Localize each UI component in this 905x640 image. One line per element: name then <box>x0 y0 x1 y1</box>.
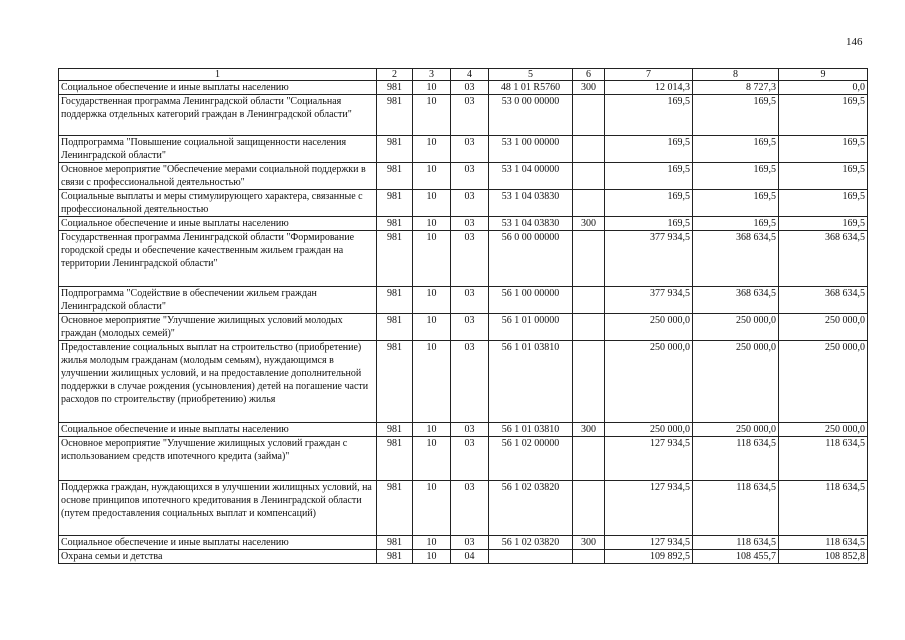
row-col-5: 56 1 01 03810 <box>489 341 573 423</box>
row-col-9: 169,5 <box>779 95 868 136</box>
row-name: Подпрограмма "Содействие в обеспечении жильем граждан Ленинградской области" <box>59 287 377 314</box>
row-col-2: 981 <box>377 437 413 481</box>
row-col-3: 10 <box>413 314 451 341</box>
row-col-4: 03 <box>451 314 489 341</box>
row-col-3: 10 <box>413 231 451 287</box>
row-col-9: 169,5 <box>779 217 868 231</box>
row-col-6 <box>573 95 605 136</box>
row-col-6: 300 <box>573 536 605 550</box>
row-col-3: 10 <box>413 550 451 564</box>
row-col-3: 10 <box>413 437 451 481</box>
row-col-3: 10 <box>413 341 451 423</box>
table-row <box>59 341 868 423</box>
row-col-3: 10 <box>413 287 451 314</box>
row-col-9: 250 000,0 <box>779 314 868 341</box>
row-col-7: 377 934,5 <box>605 287 693 314</box>
row-col-7: 127 934,5 <box>605 481 693 536</box>
row-col-8: 8 727,3 <box>693 81 779 95</box>
row-col-7: 250 000,0 <box>605 314 693 341</box>
table-row <box>59 423 868 437</box>
table-row <box>59 163 868 190</box>
row-col-4: 03 <box>451 217 489 231</box>
row-col-3: 10 <box>413 190 451 217</box>
table-row <box>59 81 868 95</box>
row-col-8: 169,5 <box>693 136 779 163</box>
row-col-6 <box>573 314 605 341</box>
row-col-3: 10 <box>413 217 451 231</box>
row-col-7: 127 934,5 <box>605 536 693 550</box>
table-row <box>59 536 868 550</box>
row-col-7: 169,5 <box>605 95 693 136</box>
row-col-4: 03 <box>451 81 489 95</box>
row-col-8: 169,5 <box>693 95 779 136</box>
row-name: Основное мероприятие "Обеспечение мерами социальной поддержки в связи с профессиональной деятельностью" <box>59 163 377 190</box>
row-col-2: 981 <box>377 287 413 314</box>
row-col-2: 981 <box>377 81 413 95</box>
row-col-7: 12 014,3 <box>605 81 693 95</box>
row-col-9: 169,5 <box>779 163 868 190</box>
row-name: Государственная программа Ленинградской области "Социальная поддержка отдельных категорий граждан в Ленинградской области" <box>59 95 377 136</box>
row-col-9: 118 634,5 <box>779 481 868 536</box>
row-col-7: 377 934,5 <box>605 231 693 287</box>
row-col-5: 53 1 04 03830 <box>489 190 573 217</box>
row-col-7: 250 000,0 <box>605 423 693 437</box>
row-col-4: 03 <box>451 423 489 437</box>
row-col-6 <box>573 437 605 481</box>
row-col-7: 169,5 <box>605 190 693 217</box>
row-col-3: 10 <box>413 536 451 550</box>
table-row <box>59 550 868 564</box>
row-col-3: 10 <box>413 423 451 437</box>
row-col-2: 981 <box>377 423 413 437</box>
row-col-7: 250 000,0 <box>605 341 693 423</box>
row-col-5: 53 1 04 00000 <box>489 163 573 190</box>
row-col-8: 169,5 <box>693 163 779 190</box>
row-name: Социальное обеспечение и иные выплаты населению <box>59 536 377 550</box>
row-col-8: 108 455,7 <box>693 550 779 564</box>
budget-table <box>58 68 868 564</box>
row-col-8: 118 634,5 <box>693 536 779 550</box>
row-col-4: 03 <box>451 136 489 163</box>
row-col-9: 368 634,5 <box>779 287 868 314</box>
row-name: Основное мероприятие "Улучшение жилищных условий граждан с использованием средств ипотечного кредита (займа)" <box>59 437 377 481</box>
row-col-7: 169,5 <box>605 163 693 190</box>
row-col-4: 03 <box>451 437 489 481</box>
row-col-4: 03 <box>451 231 489 287</box>
row-col-3: 10 <box>413 136 451 163</box>
row-col-2: 981 <box>377 163 413 190</box>
row-col-4: 03 <box>451 287 489 314</box>
table-row <box>59 231 868 287</box>
row-col-3: 10 <box>413 81 451 95</box>
row-col-9: 108 852,8 <box>779 550 868 564</box>
row-col-5: 56 1 00 00000 <box>489 287 573 314</box>
row-col-8: 368 634,5 <box>693 231 779 287</box>
row-col-3: 10 <box>413 163 451 190</box>
row-col-4: 04 <box>451 550 489 564</box>
row-col-8: 250 000,0 <box>693 423 779 437</box>
row-col-6 <box>573 136 605 163</box>
row-name: Социальное обеспечение и иные выплаты населению <box>59 217 377 231</box>
row-col-4: 03 <box>451 536 489 550</box>
table-row <box>59 481 868 536</box>
page-number: 146 <box>846 36 863 48</box>
row-col-6: 300 <box>573 217 605 231</box>
row-col-5: 56 1 01 00000 <box>489 314 573 341</box>
row-col-4: 03 <box>451 481 489 536</box>
row-col-8: 250 000,0 <box>693 341 779 423</box>
row-col-6 <box>573 481 605 536</box>
row-col-4: 03 <box>451 341 489 423</box>
row-col-9: 169,5 <box>779 190 868 217</box>
row-col-2: 981 <box>377 95 413 136</box>
row-col-9: 169,5 <box>779 136 868 163</box>
row-name: Социальное обеспечение и иные выплаты населению <box>59 81 377 95</box>
row-col-6 <box>573 550 605 564</box>
row-col-2: 981 <box>377 217 413 231</box>
row-col-5: 56 1 01 03810 <box>489 423 573 437</box>
row-col-9: 118 634,5 <box>779 437 868 481</box>
row-col-2: 981 <box>377 550 413 564</box>
row-col-5: 56 1 02 03820 <box>489 481 573 536</box>
row-col-4: 03 <box>451 163 489 190</box>
row-col-8: 169,5 <box>693 190 779 217</box>
header-col-1: 1 <box>59 69 377 81</box>
row-col-2: 981 <box>377 314 413 341</box>
table-row <box>59 136 868 163</box>
header-col-3: 3 <box>413 69 451 81</box>
row-col-2: 981 <box>377 231 413 287</box>
header-col-2: 2 <box>377 69 413 81</box>
row-col-9: 250 000,0 <box>779 341 868 423</box>
row-col-8: 368 634,5 <box>693 287 779 314</box>
row-col-5: 48 1 01 R5760 <box>489 81 573 95</box>
header-col-5: 5 <box>489 69 573 81</box>
row-col-6 <box>573 190 605 217</box>
row-col-7: 169,5 <box>605 217 693 231</box>
row-col-3: 10 <box>413 95 451 136</box>
header-col-8: 8 <box>693 69 779 81</box>
table-row <box>59 217 868 231</box>
header-col-7: 7 <box>605 69 693 81</box>
row-col-7: 109 892,5 <box>605 550 693 564</box>
row-name: Охрана семьи и детства <box>59 550 377 564</box>
table-row <box>59 287 868 314</box>
row-col-9: 368 634,5 <box>779 231 868 287</box>
row-col-5: 53 1 00 00000 <box>489 136 573 163</box>
table-row <box>59 95 868 136</box>
row-col-2: 981 <box>377 481 413 536</box>
table-row <box>59 314 868 341</box>
row-col-4: 03 <box>451 95 489 136</box>
row-col-4: 03 <box>451 190 489 217</box>
row-name: Предоставление социальных выплат на строительство (приобретение) жилья молодым гражданам (молодым семьям), нуждающимся в улучшении жилищных условий, и на предоставление дополнительной поддержки в случае рождения (усыновления) детей на погашение части расходов по строительству (приобретению) жилья <box>59 341 377 423</box>
row-col-9: 250 000,0 <box>779 423 868 437</box>
row-col-9: 118 634,5 <box>779 536 868 550</box>
row-col-5: 53 1 04 03830 <box>489 217 573 231</box>
row-col-3: 10 <box>413 481 451 536</box>
row-name: Социальные выплаты и меры стимулирующего характера, связанные с профессиональной деятельностью <box>59 190 377 217</box>
row-col-8: 250 000,0 <box>693 314 779 341</box>
row-col-9: 0,0 <box>779 81 868 95</box>
row-col-8: 118 634,5 <box>693 437 779 481</box>
row-name: Подпрограмма "Повышение социальной защищенности населения Ленинградской области" <box>59 136 377 163</box>
row-name: Государственная программа Ленинградской области "Формирование городской среды и обеспечение качественным жильем граждан на территории Ленинградской области" <box>59 231 377 287</box>
header-col-4: 4 <box>451 69 489 81</box>
row-col-5: 56 1 02 00000 <box>489 437 573 481</box>
row-col-7: 169,5 <box>605 136 693 163</box>
row-col-2: 981 <box>377 190 413 217</box>
row-col-5: 53 0 00 00000 <box>489 95 573 136</box>
row-name: Основное мероприятие "Улучшение жилищных условий молодых граждан (молодых семей)" <box>59 314 377 341</box>
row-name: Поддержка граждан, нуждающихся в улучшении жилищных условий, на основе принципов ипотечного кредитования в Ленинградской области (путем предоставления социальных выплат и компенсаций) <box>59 481 377 536</box>
row-col-5 <box>489 550 573 564</box>
row-col-2: 981 <box>377 341 413 423</box>
row-col-6 <box>573 231 605 287</box>
row-name: Социальное обеспечение и иные выплаты населению <box>59 423 377 437</box>
row-col-8: 118 634,5 <box>693 481 779 536</box>
row-col-6 <box>573 287 605 314</box>
row-col-6: 300 <box>573 81 605 95</box>
row-col-2: 981 <box>377 136 413 163</box>
row-col-6: 300 <box>573 423 605 437</box>
table-row <box>59 437 868 481</box>
row-col-5: 56 0 00 00000 <box>489 231 573 287</box>
header-col-9: 9 <box>779 69 868 81</box>
table-header-row <box>59 69 868 81</box>
row-col-5: 56 1 02 03820 <box>489 536 573 550</box>
row-col-2: 981 <box>377 536 413 550</box>
row-col-6 <box>573 163 605 190</box>
table-row <box>59 190 868 217</box>
header-col-6: 6 <box>573 69 605 81</box>
row-col-6 <box>573 341 605 423</box>
row-col-8: 169,5 <box>693 217 779 231</box>
row-col-7: 127 934,5 <box>605 437 693 481</box>
